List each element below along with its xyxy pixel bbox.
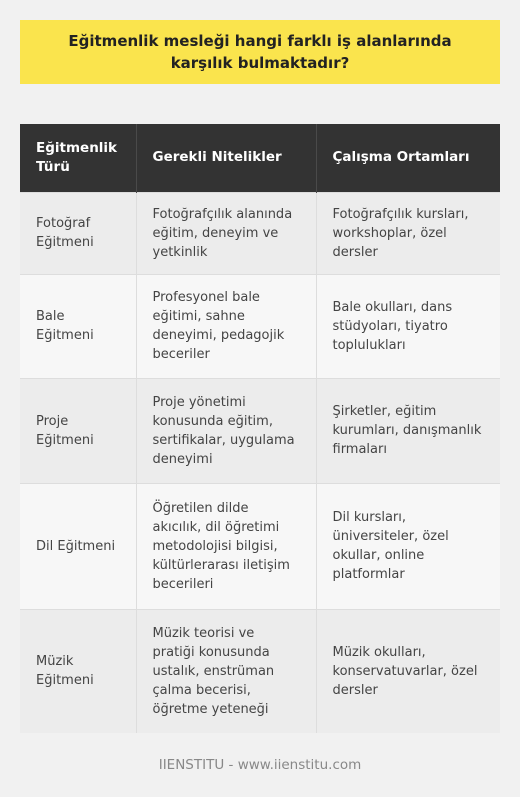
table-cell: Müzik Eğitmeni: [20, 609, 136, 733]
table-cell: Dil kursları, üniversiteler, özel okullar, online platformlar: [316, 483, 500, 609]
table-header-row: [20, 124, 500, 192]
table-cell: Müzik okulları, konservatuvarlar, özel dersler: [316, 609, 500, 733]
table-row: [20, 192, 500, 274]
table-row: [20, 483, 500, 609]
table-cell: Öğretilen dilde akıcılık, dil öğretimi metodolojisi bilgisi, kültürlerarası iletişim becerileri: [136, 483, 316, 609]
footer-credit: IIENSTITU - www.iienstitu.com: [158, 757, 362, 773]
table-row: [20, 378, 500, 483]
table-cell: Fotoğrafçılık alanında eğitim, deneyim ve yetkinlik: [136, 192, 316, 274]
table-cell: Bale okulları, dans stüdyoları, tiyatro toplulukları: [316, 274, 500, 378]
table-cell: Dil Eğitmeni: [20, 483, 136, 609]
title-banner: [20, 20, 500, 84]
table-cell: Fotoğrafçılık kursları, workshoplar, özel dersler: [316, 192, 500, 274]
table-row: [20, 609, 500, 733]
table-cell: Fotoğraf Eğitmeni: [20, 192, 136, 274]
table-cell: Profesyonel bale eğitimi, sahne deneyimi, pedagojik beceriler: [136, 274, 316, 378]
header-cell: Eğitmenlik Türü: [20, 124, 136, 192]
comparison-table: [20, 124, 500, 733]
table-cell: Müzik teorisi ve pratiği konusunda ustalık, enstrüman çalma becerisi, öğretme yeteneği: [136, 609, 316, 733]
table-cell: Bale Eğitmeni: [20, 274, 136, 378]
table-cell: Proje yönetimi konusunda eğitim, sertifikalar, uygulama deneyimi: [136, 378, 316, 483]
table-cell: Proje Eğitmeni: [20, 378, 136, 483]
header-cell: Çalışma Ortamları: [316, 124, 500, 192]
table-row: [20, 274, 500, 378]
table-cell: Şirketler, eğitim kurumları, danışmanlık firmaları: [316, 378, 500, 483]
page-title: Eğitmenlik mesleği hangi farklı iş alanlarında karşılık bulmaktadır?: [68, 32, 452, 72]
header-cell: Gerekli Nitelikler: [136, 124, 316, 192]
